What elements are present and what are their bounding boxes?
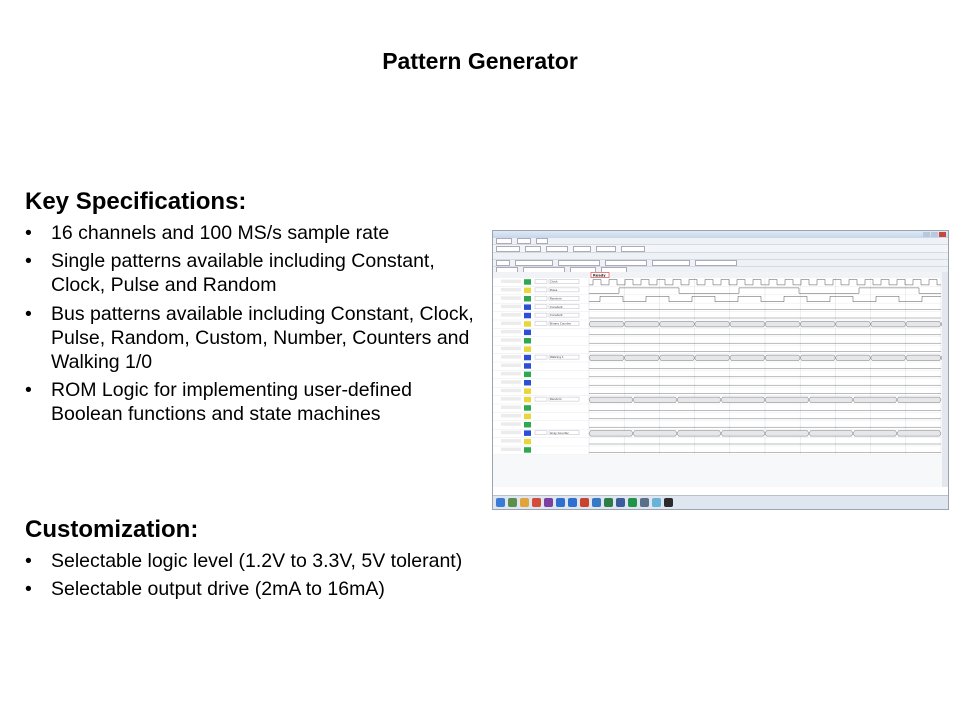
bus-segment <box>800 322 835 327</box>
pin-color-cell <box>524 279 531 285</box>
channel-name-cell <box>501 431 521 435</box>
pin-color-cell <box>524 397 531 403</box>
pin-color-cell <box>524 313 531 319</box>
bus-segment <box>677 431 721 436</box>
channel-name-cell <box>501 288 521 292</box>
bus-segment <box>765 431 809 436</box>
bus-segment <box>835 355 870 360</box>
window-title-bar <box>493 231 948 238</box>
control-bar <box>493 260 948 267</box>
bus-segment <box>800 355 835 360</box>
channel-type-label: Constant <box>550 304 563 309</box>
pin-color-cell <box>524 304 531 310</box>
channel-type-label: Clock <box>550 279 558 284</box>
channel-name-cell <box>501 296 521 300</box>
output-select <box>535 355 547 359</box>
channel-type-label: Constant <box>550 313 563 318</box>
channel-name-cell <box>501 422 521 426</box>
slide-title: Pattern Generator <box>382 48 578 74</box>
close-icon <box>939 232 946 237</box>
channel-name-cell <box>501 322 521 326</box>
channel-type-label: Pulse <box>550 288 558 292</box>
channel-name-cell <box>501 406 521 410</box>
pin-color-cell <box>524 346 531 352</box>
channel-name-cell <box>501 372 521 376</box>
customization-bullet: • Selectable output drive (2mA to 16mA) <box>25 577 475 601</box>
secondary-menu-bar <box>493 253 948 260</box>
bus-segment <box>897 431 941 436</box>
spec-bullet: • 16 channels and 100 MS/s sample rate <box>25 221 475 245</box>
channel-name-cell <box>501 355 521 359</box>
output-select <box>535 322 547 326</box>
output-select <box>535 280 547 284</box>
windows-taskbar <box>493 495 948 509</box>
maximize-icon <box>931 232 938 237</box>
channel-type-label: Walking 1 <box>550 355 564 360</box>
waveform-grid <box>493 272 948 487</box>
bus-segment <box>659 355 694 360</box>
window-controls <box>923 232 946 237</box>
channel-type-label: Random <box>550 296 562 301</box>
channel-name-cell <box>501 347 521 351</box>
bus-segment <box>871 355 906 360</box>
pin-color-cell <box>524 330 531 336</box>
bus-segment <box>633 397 677 402</box>
pin-color-cell <box>524 414 531 420</box>
pattern-generator-screenshot <box>492 230 949 510</box>
customization-bullet: • Selectable logic level (1.2V to 3.3V, 5V tolerant) <box>25 549 475 573</box>
tool-bar <box>493 245 948 253</box>
start-icon <box>496 498 505 507</box>
menu-bar <box>493 238 948 245</box>
channel-type-label: Binary Counter <box>550 321 572 326</box>
channel-type-label: Random <box>550 397 562 402</box>
time-axis <box>493 454 948 487</box>
channel-name-cell <box>501 448 521 452</box>
bus-segment <box>721 431 765 436</box>
bus-segment <box>589 322 624 327</box>
pin-color-cell <box>524 439 531 445</box>
bus-segment <box>871 322 906 327</box>
channel-name-cell <box>501 330 521 334</box>
bus-segment <box>765 355 800 360</box>
bus-segment <box>906 322 941 327</box>
channel-name-cell <box>501 364 521 368</box>
channel-name-cell <box>501 313 521 317</box>
output-select <box>535 431 547 435</box>
output-select <box>535 397 547 401</box>
bus-segment <box>633 431 677 436</box>
pin-color-cell <box>524 288 531 294</box>
pin-color-cell <box>524 405 531 411</box>
pin-color-cell <box>524 380 531 386</box>
bus-segment <box>659 322 694 327</box>
pin-color-cell <box>524 338 531 344</box>
status-text: Ready <box>593 273 606 278</box>
bus-segment <box>853 397 897 402</box>
output-select <box>535 296 547 300</box>
output-select <box>535 305 547 309</box>
customization-list <box>25 549 475 605</box>
channel-name-cell <box>501 380 521 384</box>
spec-bullet: • ROM Logic for implementing user-defined Boolean functions and state machines <box>25 378 475 426</box>
bus-segment <box>809 397 853 402</box>
pin-color-cell <box>524 321 531 327</box>
channel-name-cell <box>501 305 521 309</box>
bus-segment <box>809 431 853 436</box>
bus-segment <box>589 355 624 360</box>
channel-type-label: Gray Counter <box>550 430 569 435</box>
pin-color-cell <box>524 388 531 394</box>
bus-segment <box>730 322 765 327</box>
bus-segment <box>730 355 765 360</box>
bus-segment <box>897 397 941 402</box>
bus-segment <box>765 397 809 402</box>
bus-segment <box>906 355 941 360</box>
channel-name-cell <box>501 389 521 393</box>
bus-segment <box>624 322 659 327</box>
minimize-icon <box>923 232 930 237</box>
bus-segment <box>765 322 800 327</box>
pin-color-cell <box>524 355 531 361</box>
bus-segment <box>695 322 730 327</box>
bus-segment <box>853 431 897 436</box>
channel-name-cell <box>501 280 521 284</box>
pin-color-cell <box>524 430 531 436</box>
channel-name-cell <box>501 439 521 443</box>
bus-segment <box>589 431 633 436</box>
bus-segment <box>695 355 730 360</box>
bus-segment <box>589 397 633 402</box>
pin-color-cell <box>524 363 531 369</box>
key-specifications-list <box>25 221 475 431</box>
output-select <box>535 313 547 317</box>
channel-name-cell <box>501 338 521 342</box>
pin-color-cell <box>524 447 531 453</box>
channel-name-cell <box>501 397 521 401</box>
pin-color-cell <box>524 296 531 302</box>
vertical-scrollbar <box>942 272 948 487</box>
grid-header <box>493 272 948 278</box>
customization-heading: Customization: <box>25 516 199 543</box>
pin-color-cell <box>524 372 531 378</box>
bus-segment <box>677 397 721 402</box>
bus-segment <box>624 355 659 360</box>
spec-bullet: • Bus patterns available including Constant, Clock, Pulse, Random, Custom, Number, Counters and Walking 1/0 <box>25 302 475 375</box>
bus-segment <box>721 397 765 402</box>
spec-bullet: • Single patterns available including Constant, Clock, Pulse and Random <box>25 249 475 297</box>
output-select <box>535 288 547 292</box>
pin-color-cell <box>524 422 531 428</box>
channel-name-cell <box>501 414 521 418</box>
key-specifications-heading: Key Specifications: <box>25 188 247 215</box>
bus-segment <box>835 322 870 327</box>
